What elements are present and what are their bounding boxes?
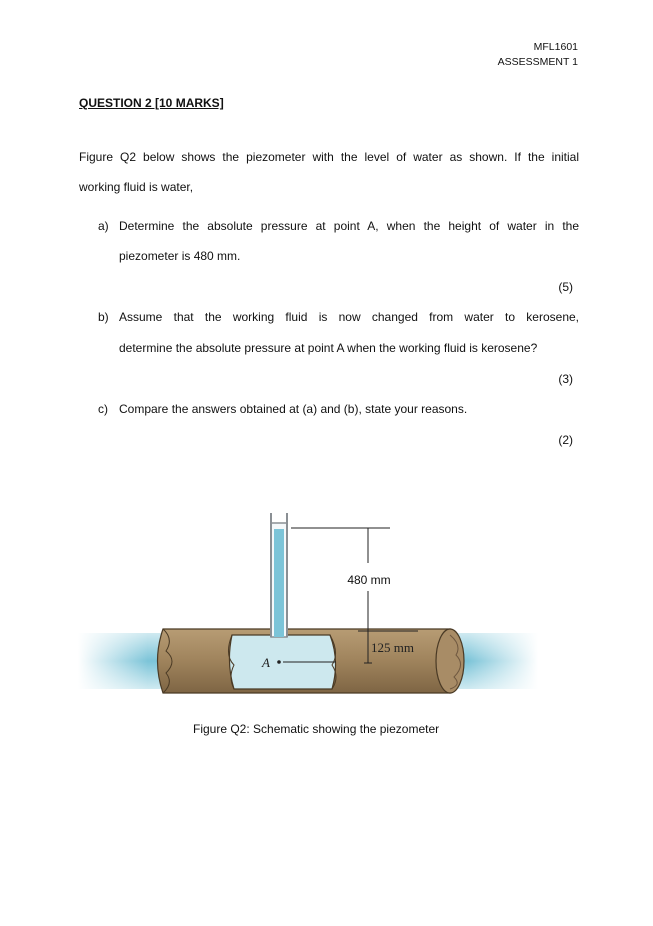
piezometer-tube (271, 513, 287, 637)
course-code: MFL1601 (533, 41, 578, 53)
part-c-line-1: Compare the answers obtained at (a) and (b), state your reasons. (119, 402, 468, 416)
piezometer-figure (78, 505, 538, 700)
part-a-marks: (5) (558, 280, 573, 294)
depth-label: 125 mm (371, 640, 414, 655)
question-title: QUESTION 2 [10 MARKS] (79, 96, 224, 110)
intro-line-2: working fluid is water, (79, 180, 194, 194)
figure-caption: Figure Q2: Schematic showing the piezometer (193, 722, 440, 736)
point-a-label: A (262, 655, 270, 670)
height-label: 480 mm (347, 573, 391, 587)
part-c-marks: (2) (558, 433, 573, 447)
part-a-line-2: piezometer is 480 mm. (119, 249, 241, 263)
part-b-line-1: Assume that the working fluid is now changed from water to kerosene, (119, 310, 579, 324)
part-c-label: c) (98, 402, 108, 416)
assessment-label: ASSESSMENT 1 (497, 56, 578, 68)
part-a-label: a) (98, 219, 109, 233)
part-b-marks: (3) (558, 372, 573, 386)
part-a-line-1: Determine the absolute pressure at point A, when the height of water in the (119, 219, 579, 233)
point-a-marker (277, 660, 281, 664)
intro-line-1: Figure Q2 below shows the piezometer with the level of water as shown. If the initial (79, 150, 579, 164)
part-b-line-2: determine the absolute pressure at point A when the working fluid is kerosene? (119, 341, 538, 355)
part-b-label: b) (98, 310, 109, 324)
